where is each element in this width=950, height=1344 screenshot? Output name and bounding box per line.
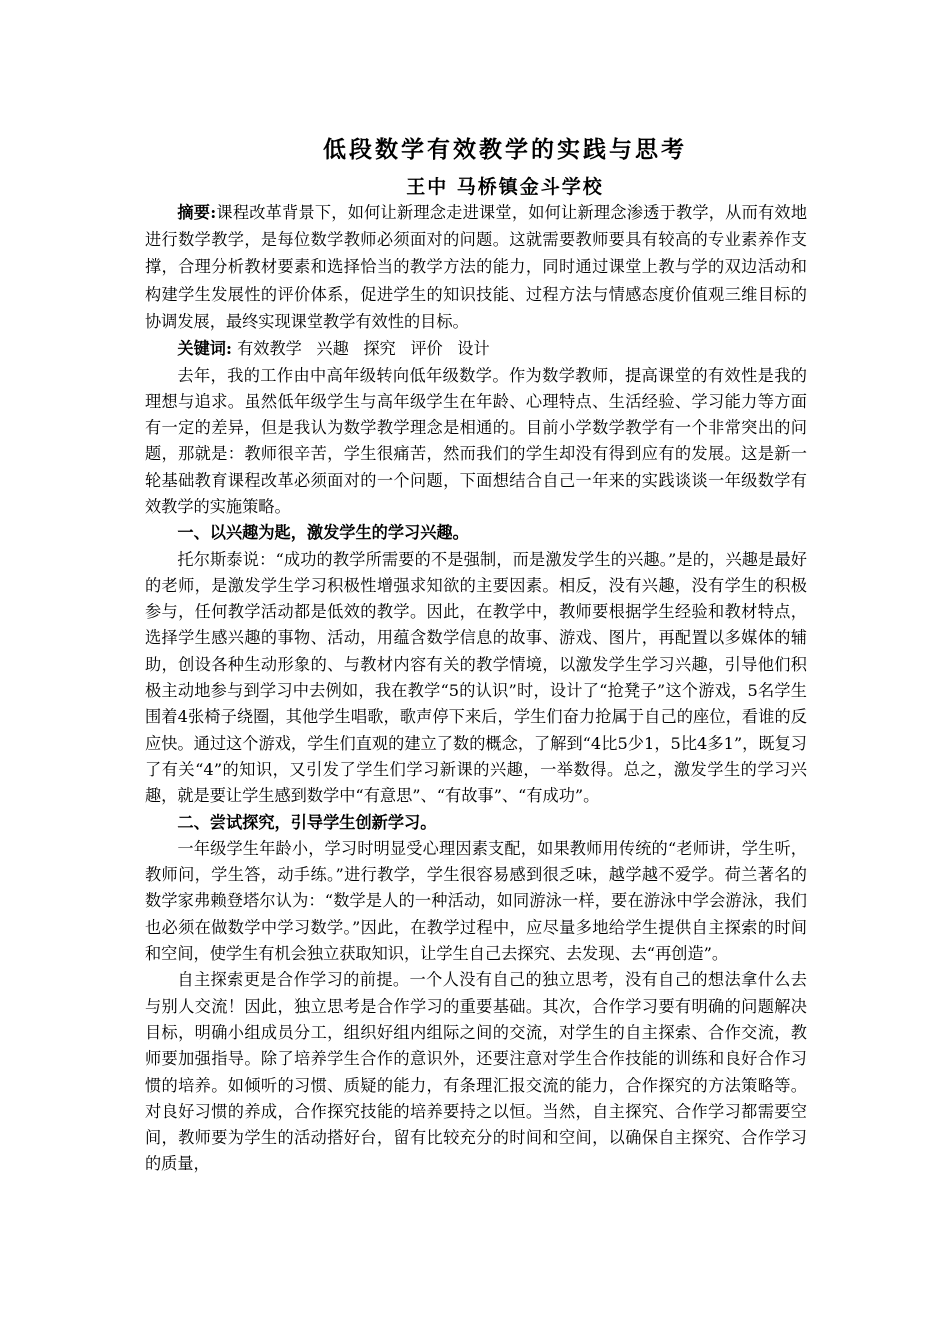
document-author: 王中 马桥镇金斗学校 <box>406 176 604 198</box>
body-paragraph: 托尔斯泰说：“成功的教学所需要的不是强制，而是激发学生的兴趣。”是的，兴趣是最好的老师，是激发学生学习积极性增强求知欲的主要因素。相反，没有兴趣，没有学生的积极参与，任何教学活动都是低效的教学。因此，在教学中，教师要根据学生经验和教材特点，选择学生感兴趣的事物、活动，用蕴含数学信息的故事、游戏、图片，再配置以多媒体的辅助，创设各种生动形象的、与教材内容有关的教学情境，以激发学生学习兴趣，引导他们积极主动地参与到学习中去例如，我在教学“5的认识”时，设计了“抢凳子”这个游戏，5名学生围着4张椅子绕圈，其他学生唱歌，歌声停下来后，学生们奋力抢属于自己的座位，看谁的反应快。通过这个游戏，学生们直观的建立了数的概念，了解到“4比5少1，5比4多1”，既复习了有关“4”的知识，又引发了学生们学习新课的兴趣，一举数得。总之，激发学生的学习兴趣，就是要让学生感到数学中“有意思”、“有故事”、“有成功”。 <box>145 549 807 806</box>
abstract-text: 课程改革背景下，如何让新理念走进课堂，如何让新理念渗透于教学，从而有效地进行数学教学，是每位数学教师必须面对的问题。这就需要教师要具有较高的专业素养作支撑，合理分析教材要素和选择恰当的教学方法的能力，同时通过课堂上教与学的双边活动和构建学生发展性的评价体系，促进学生的知识技能、过程方法与情感态度价值观三维目标的协调发展，最终实现课堂教学有效性的目标。 <box>145 203 808 331</box>
body-paragraph: 去年，我的工作由中高年级转向低年级数学。作为数学教师，提高课堂的有效性是我的理想与追求。虽然低年级学生与高年级学生在年龄、心理特点、生活经验、学习能力等方面有一定的差异，但是我认为数学教学理念是相通的。目前小学数学教学有一个非常突出的问题，那就是：教师很辛苦，学生很痛苦，然而我们的学生却没有得到应有的发展。这是新一轮基础教育课程改革必须面对的一个问题，下面想结合自己一年来的实践谈谈一年级数学有效教学的实施策略。 <box>145 365 807 516</box>
keyword: 兴趣 <box>316 339 349 359</box>
keywords-paragraph <box>145 335 807 363</box>
abstract-paragraph <box>145 199 807 335</box>
abstract-label: 摘要: <box>177 203 217 222</box>
keyword: 设计 <box>457 339 490 359</box>
section-heading: 二、尝试探究，引导学生创新学习。 <box>177 812 437 832</box>
document-body <box>145 199 807 1178</box>
section-heading: 一、以兴趣为匙，激发学生的学习兴趣。 <box>177 523 469 543</box>
keywords-label: 关键词: <box>177 339 232 359</box>
keyword: 有效教学 <box>237 339 302 359</box>
keyword: 探究 <box>363 339 396 359</box>
body-paragraph: 自主探索更是合作学习的前提。一个人没有自己的独立思考，没有自己的想法拿什么去与别人交流！因此，独立思考是合作学习的重要基础。其次，合作学习要有明确的问题解决目标，明确小组成员分工，组织好组内组际之间的交流，对学生的自主探索、合作交流，教师要加强指导。除了培养学生合作的意识外，还要注意对学生合作技能的训练和良好合作习惯的培养。如倾听的习惯、质疑的能力，有条理汇报交流的能力，合作探究的方法策略等。对良好习惯的养成，合作探究技能的培养要持之以恒。当然，自主探究、合作学习都需要空间，教师要为学生的活动搭好台，留有比较充分的时间和空间，以确保自主探究、合作学习的质量， <box>145 970 807 1174</box>
body-paragraph: 一年级学生年龄小，学习时明显受心理因素支配，如果教师用传统的“老师讲，学生听，教师问，学生答，动手练。”进行教学，学生很容易感到很乏味，越学越不爱学。荷兰著名的数学家弗赖登塔尔认为：“数学是人的一种活动，如同游泳一样，要在游泳中学会游泳，我们也必须在做数学中学习数学。”因此，在教学过程中，应尽量多地给学生提供自主探索的时间和空间，使学生有机会独立获取知识，让学生自己去探究、去发现、去“再创造”。 <box>145 838 807 964</box>
document-title: 低段数学有效教学的实践与思考 <box>323 136 687 163</box>
keyword: 评价 <box>410 339 443 359</box>
